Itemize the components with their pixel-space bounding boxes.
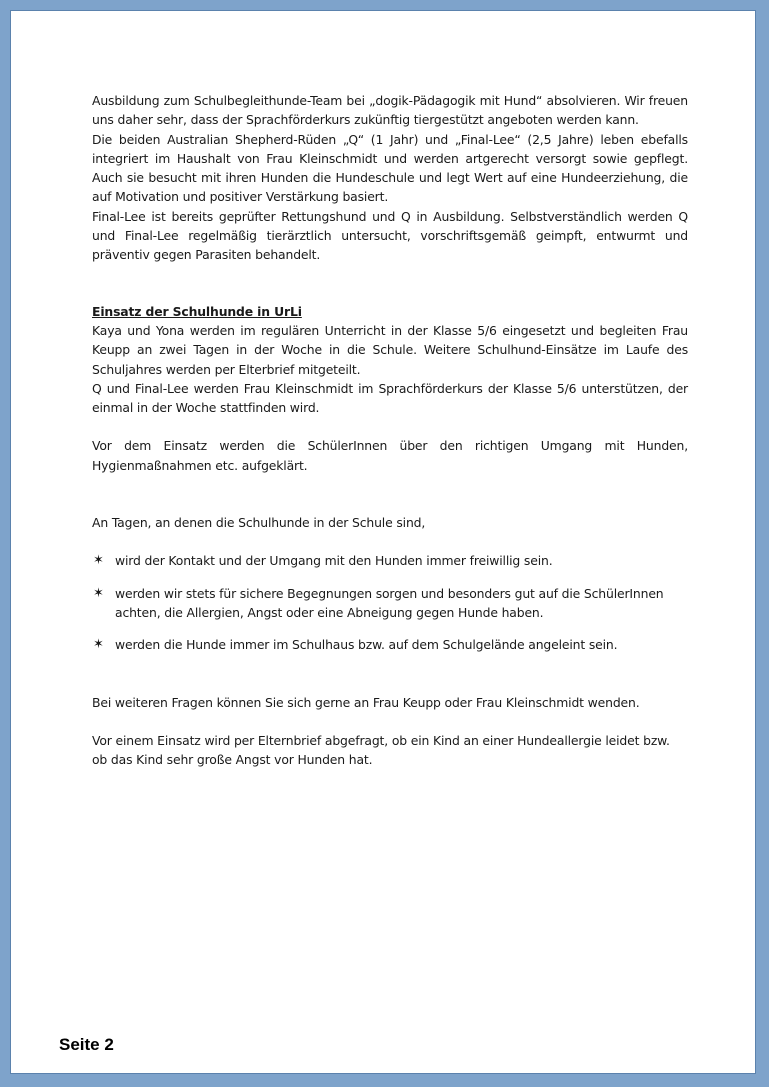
star-bullet-icon: ✶ (93, 637, 104, 653)
bullet-text: werden wir stets für sichere Begegnungen sorgen und besonders gut auf die SchülerInnen achten, die Allergien, Angst oder eine Abneigung gegen Hunde haben. (115, 585, 664, 620)
paragraph-questions: Bei weiteren Fragen können Sie sich gerne an Frau Keupp oder Frau Kleinschmidt wenden. (92, 694, 640, 710)
list-item (92, 635, 688, 654)
bullet-text: wird der Kontakt und der Umgang mit den Hunden immer freiwillig sein. (115, 553, 553, 569)
paragraph-info: Vor dem Einsatz werden die SchülerInnen über den richtigen Umgang mit Hunden, Hygienmaßnahmen etc. aufgeklärt. (92, 438, 688, 473)
list-item (92, 584, 688, 623)
star-bullet-icon: ✶ (93, 585, 104, 601)
paragraph-kaya-yona: Kaya und Yona werden im regulären Unterricht in der Klasse 5/6 eingesetzt und begleiten Frau Keupp an zwei Tagen in der Woche in die Schule. Weitere Schulhund-Einsätze im Laufe des Schuljahres werden per Elterbrief mitgeteilt. (92, 322, 688, 377)
document-page (10, 10, 756, 1074)
paragraph-australian-shepherds: Die beiden Australian Shepherd-Rüden „Q“ (1 Jahr) und „Final-Lee“ (2,5 Jahre) leben ebefalls integriert im Haushalt von Frau Kleinschmidt und werden artgerecht versorgt sowie gepflegt. Auch sie besucht mit ihren Hunden die Hundeschule und legt Wert auf eine Hundeerziehung, die auf Motivation und positiver Verstärkung basiert. (92, 131, 688, 205)
paragraph-rescue-dog: Final-Lee ist bereits geprüfter Rettungshund und Q in Ausbildung. Selbstverständlich werden Q und Final-Lee regelmäßig tierärztlich untersucht, vorschriftsgemäß geimpft, entwurmt und präventiv gegen Parasiten behandelt. (92, 208, 688, 263)
bullet-list (92, 551, 688, 654)
paragraph-training: Ausbildung zum Schulbegleithunde-Team bei „dogik-Pädagogik mit Hund“ absolvieren. Wir freuen uns daher sehr, dass der Sprachförderkurs zukünftig tiergestützt angeboten werden kann. (92, 93, 688, 128)
star-bullet-icon: ✶ (93, 553, 104, 569)
bullet-text: werden die Hunde immer im Schulhaus bzw. auf dem Schulgelände angeleint sein. (115, 637, 618, 653)
page-number: Seite 2 (59, 1035, 114, 1054)
section-heading: Einsatz der Schulhunde in UrLi (92, 303, 302, 319)
paragraph-q-final-lee: Q und Final-Lee werden Frau Kleinschmidt im Sprachförderkurs der Klasse 5/6 unterstützen, der einmal in der Woche stattfinden wird. (92, 380, 688, 416)
page-content (92, 91, 688, 769)
intro-line: An Tagen, an denen die Schulhunde in der Schule sind, (92, 515, 426, 531)
list-item (92, 551, 688, 570)
paragraph-allergy-query: Vor einem Einsatz wird per Elternbrief abgefragt, ob ein Kind an einer Hundeallergie leidet bzw. ob das Kind sehr große Angst vor Hunden hat. (92, 732, 670, 768)
